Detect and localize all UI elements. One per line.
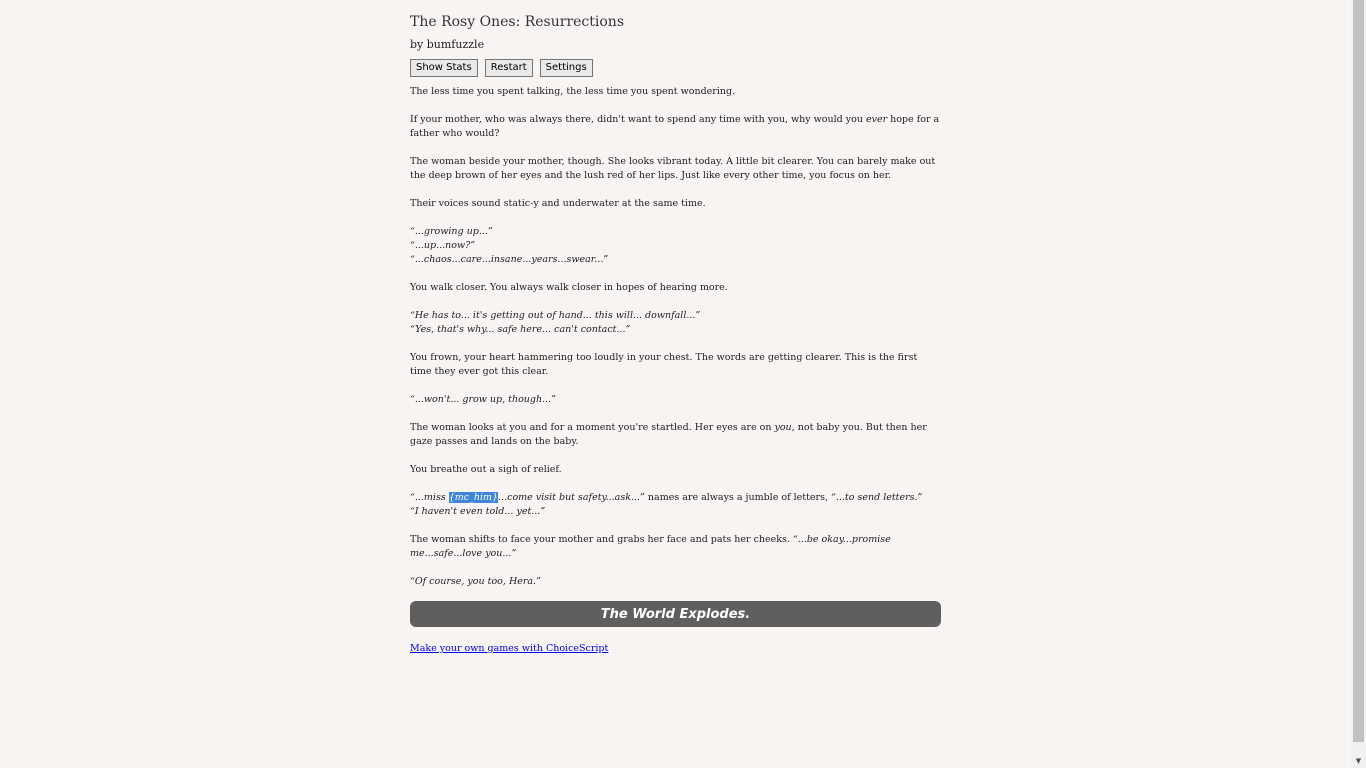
scrollbar-thumb[interactable] bbox=[1353, 0, 1364, 742]
story-paragraph: The less time you spent talking, the less time you spent wondering. bbox=[410, 86, 736, 97]
story-paragraph: The woman beside your mother, though. She looks vibrant today. A little bit clearer. You can barely make out the deep brown of her eyes and the lush red of her lips. Just like every other time, you focus on her. bbox=[410, 156, 936, 181]
next-choice-button[interactable]: The World Explodes. bbox=[410, 601, 941, 627]
story-paragraph: You walk closer. You always walk closer in hopes of hearing more. bbox=[410, 282, 728, 293]
story-paragraph: You breathe out a sigh of relief. bbox=[410, 464, 562, 475]
story-dialogue: “...miss {mc_him}...come visit but safety...ask...” names are always a jumble of letters, “...to send letters.” “I haven't even told... yet...” bbox=[410, 492, 923, 517]
choicescript-link[interactable]: Make your own games with ChoiceScript bbox=[410, 643, 609, 654]
game-title: The Rosy Ones: Resurrections bbox=[410, 14, 625, 30]
story-dialogue: “Of course, you too, Hera.” bbox=[410, 576, 541, 587]
story-paragraph: You frown, your heart hammering too loudly in your chest. The words are getting clearer. This is the first time they ever got this clear. bbox=[410, 352, 918, 377]
show-stats-button[interactable]: Show Stats bbox=[410, 59, 478, 77]
story-dialogue: “He has to... it's getting out of hand... this will... downfall...” “Yes, that's why... safe here... can't contact...” bbox=[410, 310, 701, 335]
story-paragraph: The woman looks at you and for a moment you're startled. Her eyes are on you, not baby you. But then her gaze passes and lands on the baby. bbox=[410, 422, 927, 447]
toolbar bbox=[410, 59, 941, 77]
story-paragraph: If your mother, who was always there, didn't want to spend any time with you, why would you ever hope for a father who would? bbox=[410, 114, 940, 139]
story-dialogue: “...growing up...” “...up...now?” “...chaos...care...insane...years...swear...” bbox=[410, 226, 609, 265]
scroll-down-arrow-icon[interactable]: ▼ bbox=[1355, 757, 1362, 765]
restart-button[interactable]: Restart bbox=[485, 59, 533, 77]
vertical-scrollbar[interactable] bbox=[1351, 0, 1366, 768]
game-author: by bumfuzzle bbox=[410, 38, 485, 51]
story-paragraph: The woman shifts to face your mother and grabs her face and pats her cheeks. “...be okay...promise me...safe...love you...” bbox=[410, 534, 891, 559]
story-text bbox=[410, 85, 941, 589]
selected-text-highlight: {mc_him} bbox=[448, 492, 499, 503]
settings-button[interactable]: Settings bbox=[540, 59, 593, 77]
story-dialogue: “...won't... grow up, though...” bbox=[410, 394, 557, 405]
game-container bbox=[410, 14, 941, 655]
story-paragraph: Their voices sound static-y and underwater at the same time. bbox=[410, 198, 706, 209]
